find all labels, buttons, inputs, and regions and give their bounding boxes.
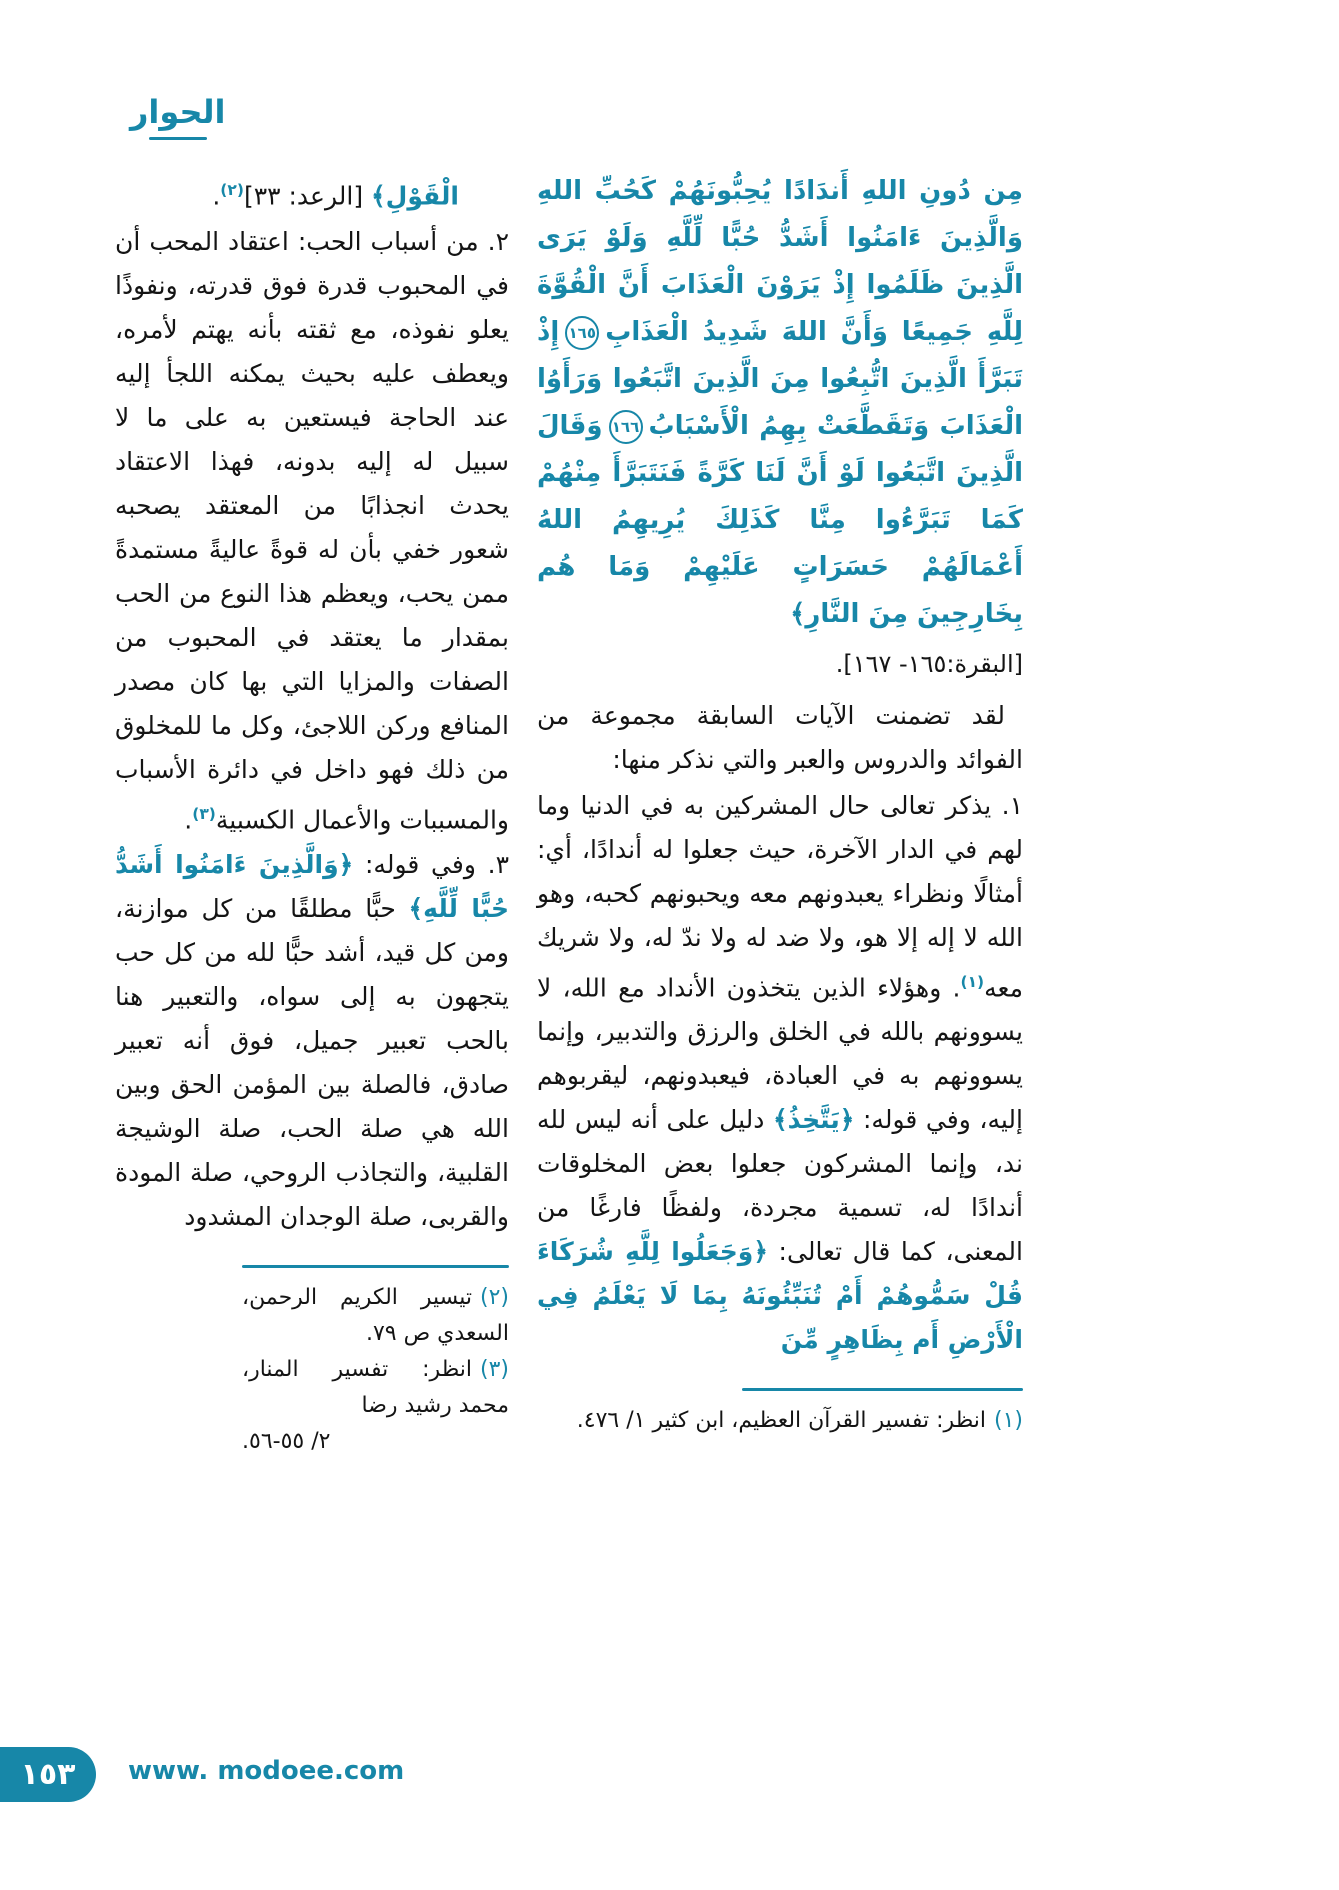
page-number-badge	[0, 1747, 96, 1802]
text-segment: حبًّا مطلقًا من كل موازنة، ومن كل قيد، أشد حبًّا لله من كل حب يتجهون به إلى سواه، والتعبير هنا بالحب تعبير جميل، فوق أنه تعبير صادق، فالصلة بين المؤمن الحق وبين الله هي صلة الحب، صلة الوشيجة القلبية، والتجاذب الروحي، صلة المودة والقربى، صلة الوجدان المشدود	[115, 893, 509, 1231]
quran-inline: إِذْ تَبَرَّأَ الَّذِينَ اتُّبِعُوا مِنَ الَّذِينَ اتَّبَعُوا وَرَأَوُا الْعَذَابَ وَتَقَطَّعَتْ بِهِمُ الْأَسْبَابُ	[537, 317, 1023, 441]
quran-inline: ﴿وَالَّذِينَ ءَامَنُوا أَشَدُّ حُبًّا لِّلَّهِ﴾	[115, 849, 509, 923]
verse-number: ١٦٦	[609, 410, 643, 444]
footnote-number: (١)	[993, 1408, 1023, 1434]
footnote-marker: (٣)	[192, 805, 216, 824]
footnote	[242, 1352, 509, 1424]
numbered-paragraph-2	[115, 220, 509, 842]
text-segment: ٢. من أسباب الحب: اعتقاد المحب أن في المحبوب قدرة فوق قدرته، ونفوذًا يعلو نفوذه، مع ثقته بأنه يهتم لأمره، ويعطف عليه بحيث يمكنه اللجأ إليه عند الحاجة فيستعين به على ما لا سبيل له إليه بدونه، فهذا الاعتقاد يحدث انجذابًا من المعتقد يصحبه شعور خفي بأن له قوةً عاليةً مستمدةً ممن يحب، ويعظم هذا النوع من الحب بمقدار ما يعتقد في المحبوب من الصفات والمزايا التي بها كان مصدر المنافع وركن اللاجئ، وكل ما للمخلوق من ذلك فهو داخل في دائرة الأسباب والمسببات والأعمال الكسبية	[115, 227, 509, 835]
text-segment: .	[184, 805, 193, 835]
quran-inline: ﴿وَجَعَلُوا لِلَّهِ شُرَكَاءَ قُلْ سَمُّوهُمْ أَمْ تُنَبِّئُونَهُ بِمَا لَا يَعْلَمُ فِي الْأَرْضِ أَم بِظَاهِرٍ مِّنَ	[537, 1237, 1023, 1355]
numbered-paragraph-3	[115, 843, 509, 1239]
chapter-header	[130, 92, 226, 140]
footnote	[242, 1280, 509, 1352]
quran-inline: ﴿يَتَّخِذُ﴾	[773, 1105, 855, 1135]
footnote	[537, 1403, 1023, 1439]
quran-passage	[537, 168, 1023, 638]
text-segment: . وهؤلاء الذين يتخذون الأنداد مع الله، لا يسوونهم بالله في الخلق والرزق والتدبير، وإنما يسوونهم به في العبادة، فيعبدونهم، ليقربوهم إليه، وفي قوله:	[537, 973, 1023, 1135]
verse-number: ١٦٥	[565, 316, 599, 350]
intro-paragraph: لقد تضمنت الآيات السابقة مجموعة من الفوائد والدروس والعبر والتي نذكر منها:	[537, 701, 1023, 774]
footnote-number: (٣)	[479, 1356, 509, 1382]
quran-inline: الْقَوْلِ﴾	[371, 181, 459, 211]
right-column	[537, 168, 1023, 1439]
page-number: ١٥٣	[20, 1757, 76, 1792]
header-underline	[149, 137, 207, 140]
text-segment: دليل على أنه ليس لله ند، وإنما المشركون جعلوا بعض المخلوقات أندادًا له، تسمية مجردة، ولفظًا فارغًا من المعنى، كما قال تعالى:	[537, 1105, 1023, 1267]
continued-quote-line	[115, 168, 509, 218]
quran-inline: وَقَالَ الَّذِينَ اتَّبَعُوا لَوْ أَنَّ لَنَا كَرَّةً فَنَتَبَرَّأَ مِنْهُمْ كَمَا تَبَرَّءُوا مِنَّا كَذَلِكَ يُرِيهِمُ اللهُ أَعْمَالَهُمْ حَسَرَاتٍ عَلَيْهِمْ وَمَا هُم بِخَارِجِينَ مِنَ النَّارِ﴾	[537, 411, 1023, 629]
footnote-text: انظر: تفسير القرآن العظيم، ابن كثير ١/ ٤٧٦.	[576, 1408, 986, 1434]
footnotes-right	[537, 1403, 1023, 1439]
numbered-paragraph-1	[537, 784, 1023, 1362]
footnote-text: تيسير الكريم الرحمن، السعدي ص ٧٩.	[242, 1284, 509, 1346]
left-column	[115, 168, 509, 1460]
quran-inline: مِن دُونِ اللهِ أَندَادًا يُحِبُّونَهُمْ كَحُبِّ اللهِ وَالَّذِينَ ءَامَنُوا أَشَدُّ حُبًّا لِّلَّهِ وَلَوْ يَرَى الَّذِينَ ظَلَمُوا إِذْ يَرَوْنَ الْعَذَابَ أَنَّ الْقُوَّةَ لِلَّهِ جَمِيعًا وَأَنَّ اللهَ شَدِيدُ الْعَذَابِ	[537, 176, 1023, 347]
footnotes-left	[242, 1280, 509, 1460]
text-segment: [الرعد: ٣٣]	[243, 181, 372, 211]
footnote-separator	[242, 1265, 509, 1268]
footnote-continuation: ٢/ ٥٥-٥٦.	[242, 1428, 331, 1454]
website-url: www. modoee.com	[128, 1756, 405, 1786]
quran-reference: [البقرة:١٦٥- ١٦٧].	[835, 650, 1023, 678]
footnote-marker: (٢)	[220, 181, 244, 199]
footnote-separator	[742, 1388, 1023, 1391]
chapter-title: الحوار	[130, 93, 226, 131]
text-segment: ١. يذكر تعالى حال المشركين به في الدنيا وما لهم في الدار الآخرة، حيث جعلوا له أندادًا، أي: أمثالًا ونظراء يعبدونهم معه ويحبونهم كحبه، وهو الله لا إله إلا هو، ولا ضد له ولا ندّ له، ولا شريك معه	[537, 791, 1023, 1003]
page-content	[115, 168, 1023, 1460]
footnote-marker: (١)	[960, 973, 985, 991]
footnote-text: انظر: تفسير المنار، محمد رشيد رضا	[242, 1356, 509, 1418]
text-segment: ٣. وفي قوله:	[353, 849, 509, 879]
footnote-number: (٢)	[479, 1284, 509, 1310]
text-segment: .	[212, 181, 221, 211]
